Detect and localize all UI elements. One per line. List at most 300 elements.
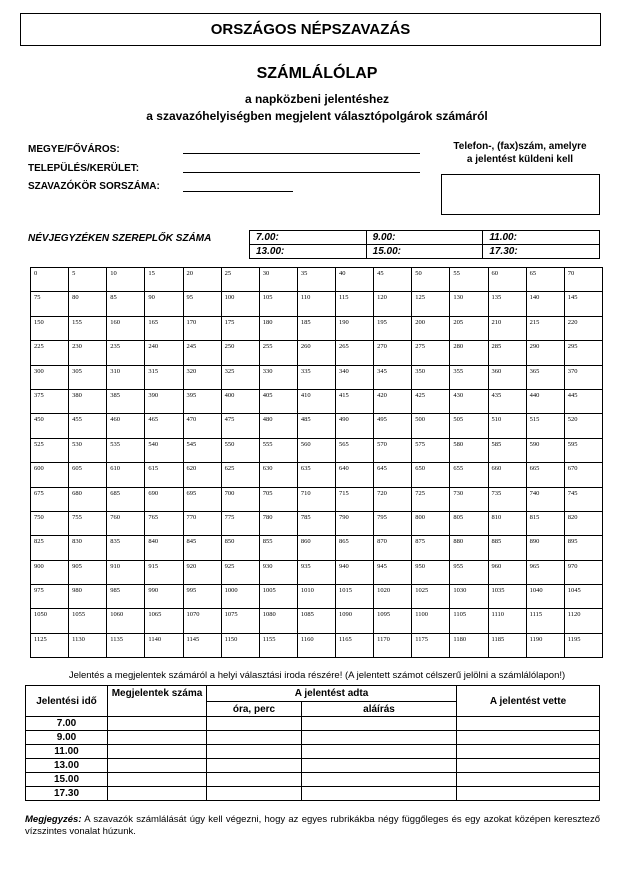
tally-cell[interactable]: 265 [336, 341, 374, 365]
tally-cell[interactable]: 1145 [183, 633, 221, 657]
tally-cell[interactable]: 1150 [221, 633, 259, 657]
tally-cell[interactable]: 900 [31, 560, 69, 584]
tally-cell[interactable]: 405 [259, 389, 297, 413]
nevjegyzek-time-cell[interactable]: 11.00: [483, 231, 600, 245]
tally-cell[interactable]: 30 [259, 268, 297, 292]
tally-cell[interactable]: 180 [259, 316, 297, 340]
tally-cell[interactable]: 1165 [336, 633, 374, 657]
tally-cell[interactable]: 720 [374, 487, 412, 511]
tally-cell[interactable]: 950 [412, 560, 450, 584]
tally-cell[interactable]: 810 [488, 511, 526, 535]
tally-cell[interactable]: 270 [374, 341, 412, 365]
tally-cell[interactable]: 845 [183, 536, 221, 560]
header-received-by: A jelentést vette [457, 686, 600, 717]
report-signature-cell[interactable] [302, 717, 457, 731]
tally-row [31, 487, 603, 511]
tally-cell[interactable]: 110 [297, 292, 335, 316]
report-hour-cell[interactable] [207, 773, 302, 787]
tally-cell[interactable]: 325 [221, 365, 259, 389]
tally-cell[interactable]: 735 [488, 487, 526, 511]
tally-cell[interactable]: 875 [412, 536, 450, 560]
tally-cell[interactable]: 470 [183, 414, 221, 438]
report-hour-cell[interactable] [207, 787, 302, 801]
tally-cell[interactable]: 25 [221, 268, 259, 292]
tally-cell[interactable]: 1195 [564, 633, 602, 657]
report-hour-cell[interactable] [207, 717, 302, 731]
tally-cell[interactable]: 705 [259, 487, 297, 511]
tally-cell[interactable]: 335 [297, 365, 335, 389]
tally-cell[interactable]: 825 [31, 536, 69, 560]
tally-cell[interactable]: 220 [564, 316, 602, 340]
nevjegyzek-time-cell[interactable]: 9.00: [366, 231, 483, 245]
tally-row [31, 536, 603, 560]
tally-cell[interactable]: 985 [107, 585, 145, 609]
tally-cell[interactable]: 1120 [564, 609, 602, 633]
tally-cell[interactable]: 55 [450, 268, 488, 292]
tally-cell[interactable]: 155 [69, 316, 107, 340]
tally-cell[interactable]: 765 [145, 511, 183, 535]
tally-cell[interactable]: 185 [297, 316, 335, 340]
tally-cell[interactable]: 945 [374, 560, 412, 584]
report-received-cell[interactable] [457, 731, 600, 745]
tally-cell[interactable]: 1065 [145, 609, 183, 633]
tally-cell[interactable]: 1160 [297, 633, 335, 657]
tally-cell[interactable]: 135 [488, 292, 526, 316]
tally-row [31, 585, 603, 609]
tally-cell[interactable]: 315 [145, 365, 183, 389]
tally-cell[interactable]: 1140 [145, 633, 183, 657]
tally-cell[interactable]: 495 [374, 414, 412, 438]
tally-cell[interactable]: 665 [526, 463, 564, 487]
tally-cell[interactable]: 310 [107, 365, 145, 389]
tally-cell[interactable]: 780 [259, 511, 297, 535]
report-table [25, 685, 600, 801]
tally-cell[interactable]: 290 [526, 341, 564, 365]
tally-cell[interactable]: 60 [488, 268, 526, 292]
tally-cell[interactable]: 725 [412, 487, 450, 511]
tally-cell[interactable]: 595 [564, 438, 602, 462]
tally-cell[interactable]: 890 [526, 536, 564, 560]
report-received-cell[interactable] [457, 773, 600, 787]
tally-cell[interactable]: 750 [31, 511, 69, 535]
tally-cell[interactable]: 1070 [183, 609, 221, 633]
tally-cell[interactable]: 730 [450, 487, 488, 511]
tally-cell[interactable]: 260 [297, 341, 335, 365]
report-count-cell[interactable] [108, 787, 207, 801]
report-signature-cell[interactable] [302, 773, 457, 787]
tally-cell[interactable]: 425 [412, 389, 450, 413]
tally-cell[interactable]: 380 [69, 389, 107, 413]
tally-cell[interactable]: 460 [107, 414, 145, 438]
report-time-cell: 17.30 [26, 787, 108, 801]
tally-cell[interactable]: 65 [526, 268, 564, 292]
tally-cell[interactable]: 660 [488, 463, 526, 487]
tally-cell[interactable]: 345 [374, 365, 412, 389]
tally-cell[interactable]: 630 [259, 463, 297, 487]
tally-cell[interactable]: 190 [336, 316, 374, 340]
header-count: Megjelentek száma [108, 686, 207, 717]
tally-cell[interactable]: 10 [107, 268, 145, 292]
footnote-text: A szavazók számlálását úgy kell végezni, hogy az egyes rubrikákba négy függőleges és egy azokat középen keresztező vízszintes vonalat húzunk. [25, 814, 600, 837]
tally-cell[interactable]: 1095 [374, 609, 412, 633]
tally-cell[interactable]: 1080 [259, 609, 297, 633]
tally-cell[interactable]: 385 [107, 389, 145, 413]
tally-cell[interactable]: 980 [69, 585, 107, 609]
tally-cell[interactable]: 815 [526, 511, 564, 535]
tally-cell[interactable]: 1175 [412, 633, 450, 657]
tally-cell[interactable]: 370 [564, 365, 602, 389]
tally-cell[interactable]: 485 [297, 414, 335, 438]
tally-cell[interactable]: 830 [69, 536, 107, 560]
tally-cell[interactable]: 285 [488, 341, 526, 365]
nevjegyzek-time-cell[interactable]: 7.00: [250, 231, 367, 245]
tally-cell[interactable]: 625 [221, 463, 259, 487]
tally-cell[interactable]: 125 [412, 292, 450, 316]
tally-cell[interactable]: 615 [145, 463, 183, 487]
tally-cell[interactable]: 355 [450, 365, 488, 389]
tally-cell[interactable]: 1090 [336, 609, 374, 633]
tally-cell[interactable]: 75 [31, 292, 69, 316]
tally-cell[interactable]: 530 [69, 438, 107, 462]
tally-cell[interactable]: 390 [145, 389, 183, 413]
report-received-cell[interactable] [457, 787, 600, 801]
tally-cell[interactable]: 1180 [450, 633, 488, 657]
tally-row [31, 414, 603, 438]
nevjegyzek-time-cell[interactable]: 17.30: [483, 245, 600, 259]
tally-cell[interactable]: 1190 [526, 633, 564, 657]
tally-cell[interactable]: 885 [488, 536, 526, 560]
tally-cell[interactable]: 1135 [107, 633, 145, 657]
tally-cell[interactable]: 90 [145, 292, 183, 316]
tally-cell[interactable]: 535 [107, 438, 145, 462]
tally-cell[interactable]: 1100 [412, 609, 450, 633]
tally-cell[interactable]: 250 [221, 341, 259, 365]
tally-cell[interactable]: 940 [336, 560, 374, 584]
report-hour-cell[interactable] [207, 759, 302, 773]
tally-cell[interactable]: 430 [450, 389, 488, 413]
tally-cell[interactable]: 1010 [297, 585, 335, 609]
tally-cell[interactable]: 965 [526, 560, 564, 584]
megye-field[interactable] [183, 153, 420, 154]
tally-cell[interactable]: 925 [221, 560, 259, 584]
tally-cell[interactable]: 1020 [374, 585, 412, 609]
header-time: Jelentési idő [26, 686, 108, 717]
tally-cell[interactable]: 100 [221, 292, 259, 316]
tally-cell[interactable]: 230 [69, 341, 107, 365]
tally-cell[interactable]: 340 [336, 365, 374, 389]
tally-cell[interactable]: 575 [412, 438, 450, 462]
tally-cell[interactable]: 455 [69, 414, 107, 438]
tally-cell[interactable]: 140 [526, 292, 564, 316]
tally-cell[interactable]: 70 [564, 268, 602, 292]
report-hour-cell[interactable] [207, 745, 302, 759]
tally-cell[interactable]: 675 [31, 487, 69, 511]
tally-cell[interactable]: 690 [145, 487, 183, 511]
tally-cell[interactable]: 520 [564, 414, 602, 438]
tally-cell[interactable]: 280 [450, 341, 488, 365]
tally-cell[interactable]: 740 [526, 487, 564, 511]
tally-cell[interactable]: 645 [374, 463, 412, 487]
report-instruction: Jelentés a megjelentek számáról a helyi választási iroda részére! (A jelentett számot célszerű jelölni a számlálólapon!) [68, 670, 566, 681]
tally-cell[interactable]: 770 [183, 511, 221, 535]
tally-cell[interactable]: 695 [183, 487, 221, 511]
tally-cell[interactable]: 115 [336, 292, 374, 316]
tally-cell[interactable]: 160 [107, 316, 145, 340]
tally-cell[interactable]: 170 [183, 316, 221, 340]
tally-cell[interactable]: 445 [564, 389, 602, 413]
tally-cell[interactable]: 1130 [69, 633, 107, 657]
report-count-cell[interactable] [108, 745, 207, 759]
tally-cell[interactable]: 375 [31, 389, 69, 413]
tally-cell[interactable]: 150 [31, 316, 69, 340]
tally-cell[interactable]: 920 [183, 560, 221, 584]
nevjegyzek-label: NÉVJEGYZÉKEN SZEREPLŐK SZÁMA [28, 233, 212, 244]
tally-cell[interactable]: 5 [69, 268, 107, 292]
tally-cell[interactable]: 490 [336, 414, 374, 438]
tally-row [31, 633, 603, 657]
megye-label: MEGYE/FŐVÁROS: [28, 144, 120, 155]
tally-cell[interactable]: 560 [297, 438, 335, 462]
tally-cell[interactable]: 1085 [297, 609, 335, 633]
tally-cell[interactable]: 480 [259, 414, 297, 438]
tally-cell[interactable]: 245 [183, 341, 221, 365]
tally-cell[interactable]: 610 [107, 463, 145, 487]
tally-cell[interactable]: 570 [374, 438, 412, 462]
nevjegyzek-time-cell[interactable]: 15.00: [366, 245, 483, 259]
tally-cell[interactable]: 635 [297, 463, 335, 487]
tally-cell[interactable]: 105 [259, 292, 297, 316]
report-received-cell[interactable] [457, 745, 600, 759]
tally-cell[interactable]: 465 [145, 414, 183, 438]
report-count-cell[interactable] [108, 759, 207, 773]
tally-cell[interactable]: 605 [69, 463, 107, 487]
tally-cell[interactable]: 1125 [31, 633, 69, 657]
tally-cell[interactable]: 865 [336, 536, 374, 560]
header-title: ORSZÁGOS NÉPSZAVAZÁS [210, 21, 411, 38]
tally-cell[interactable]: 350 [412, 365, 450, 389]
report-signature-cell[interactable] [302, 759, 457, 773]
tally-cell[interactable]: 540 [145, 438, 183, 462]
tally-cell[interactable]: 85 [107, 292, 145, 316]
tally-cell[interactable]: 600 [31, 463, 69, 487]
tally-cell[interactable]: 300 [31, 365, 69, 389]
tally-row [31, 463, 603, 487]
tally-cell[interactable]: 195 [374, 316, 412, 340]
tally-cell[interactable]: 15 [145, 268, 183, 292]
tally-cell[interactable]: 1055 [69, 609, 107, 633]
report-hour-cell[interactable] [207, 731, 302, 745]
tally-cell[interactable]: 745 [564, 487, 602, 511]
tally-cell[interactable]: 515 [526, 414, 564, 438]
tally-cell[interactable]: 775 [221, 511, 259, 535]
tally-cell[interactable]: 415 [336, 389, 374, 413]
tally-cell[interactable]: 240 [145, 341, 183, 365]
tally-cell[interactable]: 130 [450, 292, 488, 316]
tally-cell[interactable]: 805 [450, 511, 488, 535]
tally-cell[interactable]: 710 [297, 487, 335, 511]
report-signature-cell[interactable] [302, 787, 457, 801]
tally-cell[interactable]: 120 [374, 292, 412, 316]
tally-row [31, 292, 603, 316]
tally-cell[interactable]: 915 [145, 560, 183, 584]
tally-cell[interactable]: 960 [488, 560, 526, 584]
tally-cell[interactable]: 225 [31, 341, 69, 365]
tally-cell[interactable]: 800 [412, 511, 450, 535]
tally-cell[interactable]: 1075 [221, 609, 259, 633]
tally-cell[interactable]: 500 [412, 414, 450, 438]
tally-cell[interactable]: 1155 [259, 633, 297, 657]
tally-cell[interactable]: 435 [488, 389, 526, 413]
tally-row [31, 511, 603, 535]
tally-cell[interactable]: 565 [336, 438, 374, 462]
telepules-field[interactable] [183, 172, 420, 173]
tally-cell[interactable]: 0 [31, 268, 69, 292]
tally-cell[interactable]: 365 [526, 365, 564, 389]
tally-cell[interactable]: 420 [374, 389, 412, 413]
tally-cell[interactable]: 935 [297, 560, 335, 584]
tally-cell[interactable]: 360 [488, 365, 526, 389]
tally-cell[interactable]: 440 [526, 389, 564, 413]
tally-cell[interactable]: 305 [69, 365, 107, 389]
tally-cell[interactable]: 680 [69, 487, 107, 511]
tally-cell[interactable]: 145 [564, 292, 602, 316]
tally-cell[interactable]: 215 [526, 316, 564, 340]
tally-cell[interactable]: 850 [221, 536, 259, 560]
tally-cell[interactable]: 1115 [526, 609, 564, 633]
tally-cell[interactable]: 760 [107, 511, 145, 535]
tally-cell[interactable]: 80 [69, 292, 107, 316]
tally-cell[interactable]: 205 [450, 316, 488, 340]
tally-cell[interactable]: 555 [259, 438, 297, 462]
tally-cell[interactable]: 1110 [488, 609, 526, 633]
tally-cell[interactable]: 200 [412, 316, 450, 340]
tally-cell[interactable]: 585 [488, 438, 526, 462]
tally-cell[interactable]: 45 [374, 268, 412, 292]
tally-cell[interactable]: 95 [183, 292, 221, 316]
tally-cell[interactable]: 320 [183, 365, 221, 389]
tally-cell[interactable]: 330 [259, 365, 297, 389]
tally-cell[interactable]: 1015 [336, 585, 374, 609]
tally-cell[interactable]: 50 [412, 268, 450, 292]
tally-cell[interactable]: 400 [221, 389, 259, 413]
tally-cell[interactable]: 910 [107, 560, 145, 584]
tally-cell[interactable]: 1000 [221, 585, 259, 609]
report-time-cell: 13.00 [26, 759, 108, 773]
tally-cell[interactable]: 855 [259, 536, 297, 560]
tally-cell[interactable]: 255 [259, 341, 297, 365]
tally-cell[interactable]: 175 [221, 316, 259, 340]
tally-cell[interactable]: 1030 [450, 585, 488, 609]
report-count-cell[interactable] [108, 731, 207, 745]
report-count-cell[interactable] [108, 717, 207, 731]
tally-cell[interactable]: 995 [183, 585, 221, 609]
tally-cell[interactable]: 715 [336, 487, 374, 511]
tally-cell[interactable]: 1045 [564, 585, 602, 609]
report-time-cell: 15.00 [26, 773, 108, 787]
contact-line-2: a jelentést küldeni kell [466, 154, 574, 165]
szavazokor-field[interactable] [183, 191, 293, 192]
tally-cell[interactable]: 165 [145, 316, 183, 340]
tally-cell[interactable]: 1185 [488, 633, 526, 657]
tally-cell[interactable]: 785 [297, 511, 335, 535]
tally-cell[interactable]: 580 [450, 438, 488, 462]
header-signature: aláírás [302, 702, 457, 717]
tally-cell[interactable]: 670 [564, 463, 602, 487]
contact-number-box[interactable] [441, 174, 600, 215]
tally-cell[interactable]: 410 [297, 389, 335, 413]
tally-cell[interactable]: 840 [145, 536, 183, 560]
tally-cell[interactable]: 620 [183, 463, 221, 487]
tally-cell[interactable]: 235 [107, 341, 145, 365]
tally-cell[interactable]: 295 [564, 341, 602, 365]
tally-cell[interactable]: 275 [412, 341, 450, 365]
tally-cell[interactable]: 880 [450, 536, 488, 560]
report-signature-cell[interactable] [302, 731, 457, 745]
tally-cell[interactable]: 550 [221, 438, 259, 462]
tally-cell[interactable]: 505 [450, 414, 488, 438]
report-count-cell[interactable] [108, 773, 207, 787]
tally-cell[interactable]: 1170 [374, 633, 412, 657]
form-subtitle-2: a szavazóhelyiségben megjelent választópolgárok számáról [146, 109, 488, 123]
nevjegyzek-time-cell[interactable]: 13.00: [250, 245, 367, 259]
tally-cell[interactable]: 1025 [412, 585, 450, 609]
tally-cell[interactable]: 640 [336, 463, 374, 487]
tally-cell[interactable]: 1105 [450, 609, 488, 633]
tally-cell[interactable]: 790 [336, 511, 374, 535]
tally-cell[interactable]: 835 [107, 536, 145, 560]
tally-cell[interactable]: 905 [69, 560, 107, 584]
tally-cell[interactable]: 1005 [259, 585, 297, 609]
tally-cell[interactable]: 40 [336, 268, 374, 292]
tally-cell[interactable]: 895 [564, 536, 602, 560]
tally-row [31, 609, 603, 633]
tally-cell[interactable]: 975 [31, 585, 69, 609]
footnote [25, 814, 600, 838]
tally-cell[interactable]: 755 [69, 511, 107, 535]
tally-cell[interactable]: 1060 [107, 609, 145, 633]
tally-cell[interactable]: 35 [297, 268, 335, 292]
report-received-cell[interactable] [457, 759, 600, 773]
tally-cell[interactable]: 210 [488, 316, 526, 340]
tally-cell[interactable]: 1040 [526, 585, 564, 609]
tally-cell[interactable]: 685 [107, 487, 145, 511]
tally-cell[interactable]: 510 [488, 414, 526, 438]
tally-cell[interactable]: 475 [221, 414, 259, 438]
report-received-cell[interactable] [457, 717, 600, 731]
tally-cell[interactable]: 795 [374, 511, 412, 535]
header-hour-min: óra, perc [207, 702, 302, 717]
tally-cell[interactable]: 955 [450, 560, 488, 584]
tally-cell[interactable]: 700 [221, 487, 259, 511]
tally-cell[interactable]: 970 [564, 560, 602, 584]
tally-cell[interactable]: 990 [145, 585, 183, 609]
tally-cell[interactable]: 650 [412, 463, 450, 487]
tally-cell[interactable]: 545 [183, 438, 221, 462]
tally-cell[interactable]: 655 [450, 463, 488, 487]
tally-cell[interactable]: 525 [31, 438, 69, 462]
report-signature-cell[interactable] [302, 745, 457, 759]
tally-cell[interactable]: 870 [374, 536, 412, 560]
tally-cell[interactable]: 860 [297, 536, 335, 560]
tally-cell[interactable]: 450 [31, 414, 69, 438]
tally-cell[interactable]: 20 [183, 268, 221, 292]
tally-cell[interactable]: 1050 [31, 609, 69, 633]
tally-cell[interactable]: 1035 [488, 585, 526, 609]
tally-cell[interactable]: 930 [259, 560, 297, 584]
tally-cell[interactable]: 820 [564, 511, 602, 535]
tally-cell[interactable]: 590 [526, 438, 564, 462]
tally-cell[interactable]: 395 [183, 389, 221, 413]
